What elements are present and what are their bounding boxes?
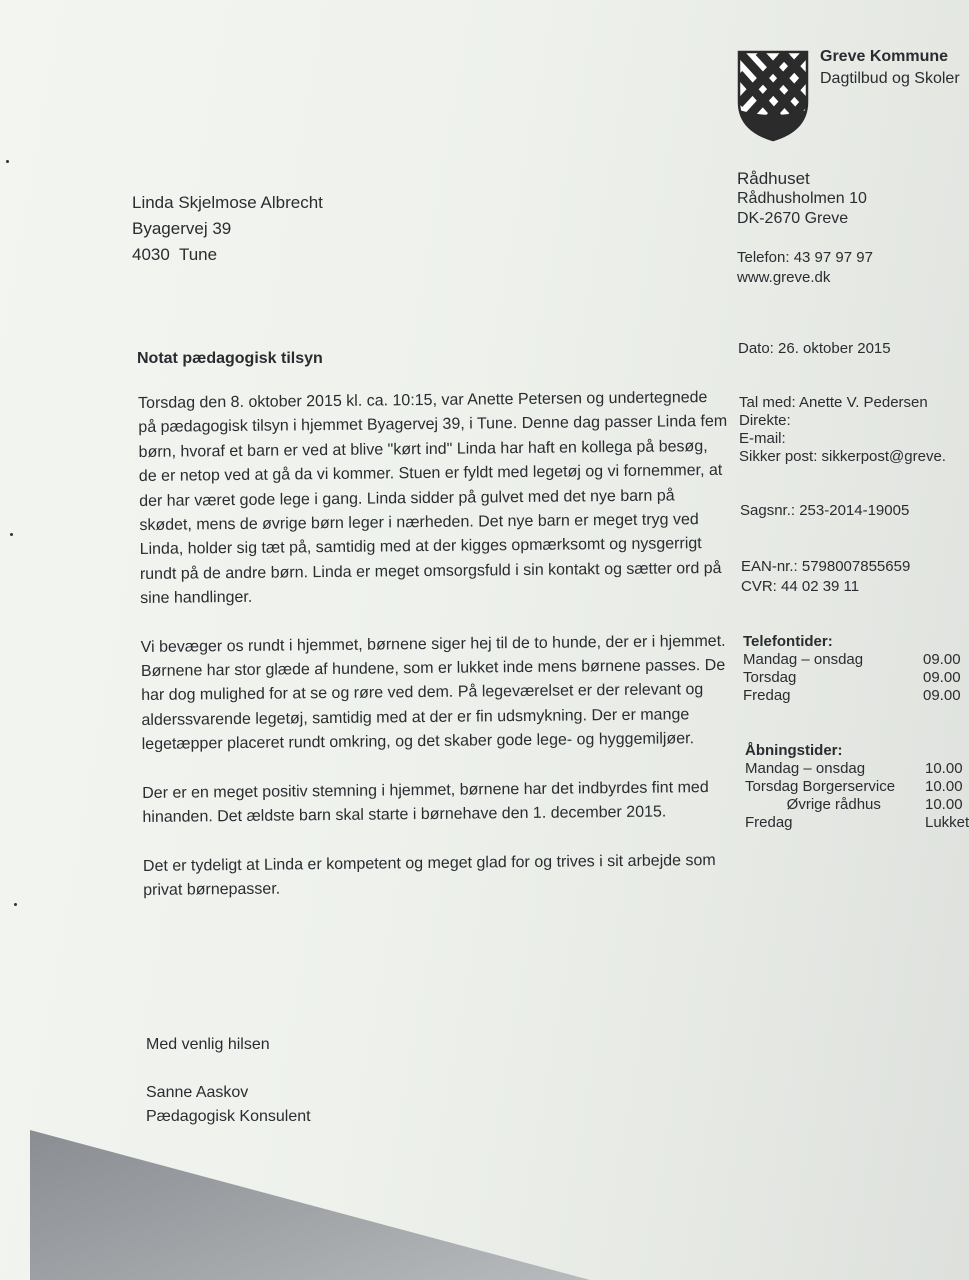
phone-hours	[743, 633, 963, 705]
body-paragraph: Det er tydeligt at Linda er kompetent og meget glad for og trives i sit arbejde som privat børnepasser.	[142, 851, 716, 899]
org-header	[820, 46, 960, 90]
signature-block	[146, 1033, 311, 1129]
opening-hours	[745, 742, 969, 832]
signer-name: Sanne Aaskov	[146, 1084, 249, 1101]
phone-hours-time: 09.00	[923, 687, 961, 704]
document-title: Notat pædagogisk tilsyn	[137, 350, 323, 367]
phone-hours-day: Mandag – onsdag	[743, 651, 864, 668]
sender-building: Rådhuset	[737, 169, 810, 188]
phone-hours-row	[743, 687, 963, 705]
website: www.greve.dk	[737, 269, 831, 286]
opening-hours-day: Torsdag Borgerservice	[745, 778, 896, 795]
ean-number: EAN-nr.: 5798007855659	[741, 558, 911, 575]
opening-hours-time: 10.00	[925, 778, 963, 795]
phone-hours-day: Fredag	[743, 687, 791, 704]
opening-hours-time: 10.00	[925, 760, 963, 777]
letter-body	[138, 386, 734, 927]
org-department: Dagtilbud og Skoler	[820, 70, 960, 87]
sender-street: Rådhusholmen 10	[737, 190, 867, 207]
sender-address	[737, 169, 867, 229]
body-paragraph: Der er en meget positiv stemning i hjemmet, børnene har det indbyrdes fint med hinanden. Det ældste barn skal starte i børnehave den 1. december 2015.	[142, 778, 709, 827]
phone-hours-time: 09.00	[923, 651, 961, 668]
paper-shadow	[30, 1130, 590, 1280]
recipient-city: 4030 Tune	[132, 245, 218, 264]
signer-title: Pædagogisk Konsulent	[146, 1108, 311, 1125]
opening-hours-heading: Åbningstider:	[745, 742, 843, 759]
closing-salutation: Med venlig hilsen	[146, 1036, 270, 1053]
cvr-number: CVR: 44 02 39 11	[741, 578, 860, 595]
letter-date: Dato: 26. oktober 2015	[738, 340, 891, 357]
org-name: Greve Kommune	[820, 48, 949, 65]
phone-hours-heading: Telefontider:	[743, 633, 833, 650]
phone-hours-time: 09.00	[923, 669, 961, 686]
opening-hours-row	[745, 814, 969, 832]
ean-cvr	[741, 557, 910, 597]
recipient-address	[132, 190, 323, 268]
phone-number: Telefon: 43 97 97 97	[737, 249, 873, 266]
secure-mail-line: Sikker post: sikkerpost@greve.	[739, 448, 946, 465]
paper-speck	[6, 160, 9, 163]
sender-city: DK-2670 Greve	[737, 210, 849, 227]
opening-hours-time: 10.00	[925, 796, 963, 813]
opening-hours-row	[745, 760, 965, 778]
opening-hours-day: Fredag	[745, 814, 793, 831]
contact-person	[739, 394, 960, 466]
opening-hours-day: Øvrige rådhus	[745, 796, 881, 813]
recipient-street: Byagervej 39	[132, 219, 232, 238]
recipient-name: Linda Skjelmose Albrecht	[132, 193, 323, 212]
body-paragraph: Vi bevæger os rundt i hjemmet, børnene siger hej til de to hunde, der er i hjemmet. Børnene har stor glæde af hundene, som er lukket inde mens børnene passes. De har dog mulighed for at se og røre ved dem. På legeværelset er der relevant og alderssvarende legetøj, samtidig med at der er fin udsmykning. Der er mange legetæpper placeret rundt omkring, og det skaber gode lege- og hyggemiljøer.	[140, 632, 726, 754]
opening-hours-time: Lukket	[925, 814, 969, 831]
greve-coat-of-arms-logo	[737, 50, 809, 142]
direkte-line: Direkte:	[739, 412, 791, 429]
body-paragraph: Torsdag den 8. oktober 2015 kl. ca. 10:15, var Anette Petersen og undertegnede på pædagogisk tilsyn i hjemmet Byagervej 39, i Tune. Denne dag passer Linda fem børn, hvoraf et barn er ved at blive "kørt ind" Linda har haft en kollega på besøg, de er netop ved at gå da vi kommer. Stuen er fyldt med legetøj og vi fornemmer, at der har været gode lege i gang. Linda sidder på gulvet med det nye barn på skødet, mens de øvrige børn leger i nærheden. Det nye barn er meget tryg ved Linda, holder sig tæt på, samtidig med at der kigges opmærksomt og nysgerrigt rundt på de andre børn. Linda er meget omsorgsfuld i sin kontakt og sætter ord på sine handlinger.	[138, 389, 728, 608]
phone-hours-row	[743, 669, 963, 687]
case-number: Sagsnr.: 253-2014-19005	[740, 502, 910, 519]
phone-hours-row	[743, 651, 963, 669]
opening-hours-row	[745, 778, 965, 796]
sender-contact	[737, 248, 873, 288]
paper-speck	[14, 903, 17, 906]
opening-hours-row	[745, 796, 965, 814]
opening-hours-day: Mandag – onsdag	[745, 760, 866, 777]
paper-speck	[10, 533, 13, 536]
email-line: E-mail:	[739, 430, 786, 447]
talmed-line: Tal med: Anette V. Pedersen	[739, 394, 928, 411]
phone-hours-day: Torsdag	[743, 669, 797, 686]
